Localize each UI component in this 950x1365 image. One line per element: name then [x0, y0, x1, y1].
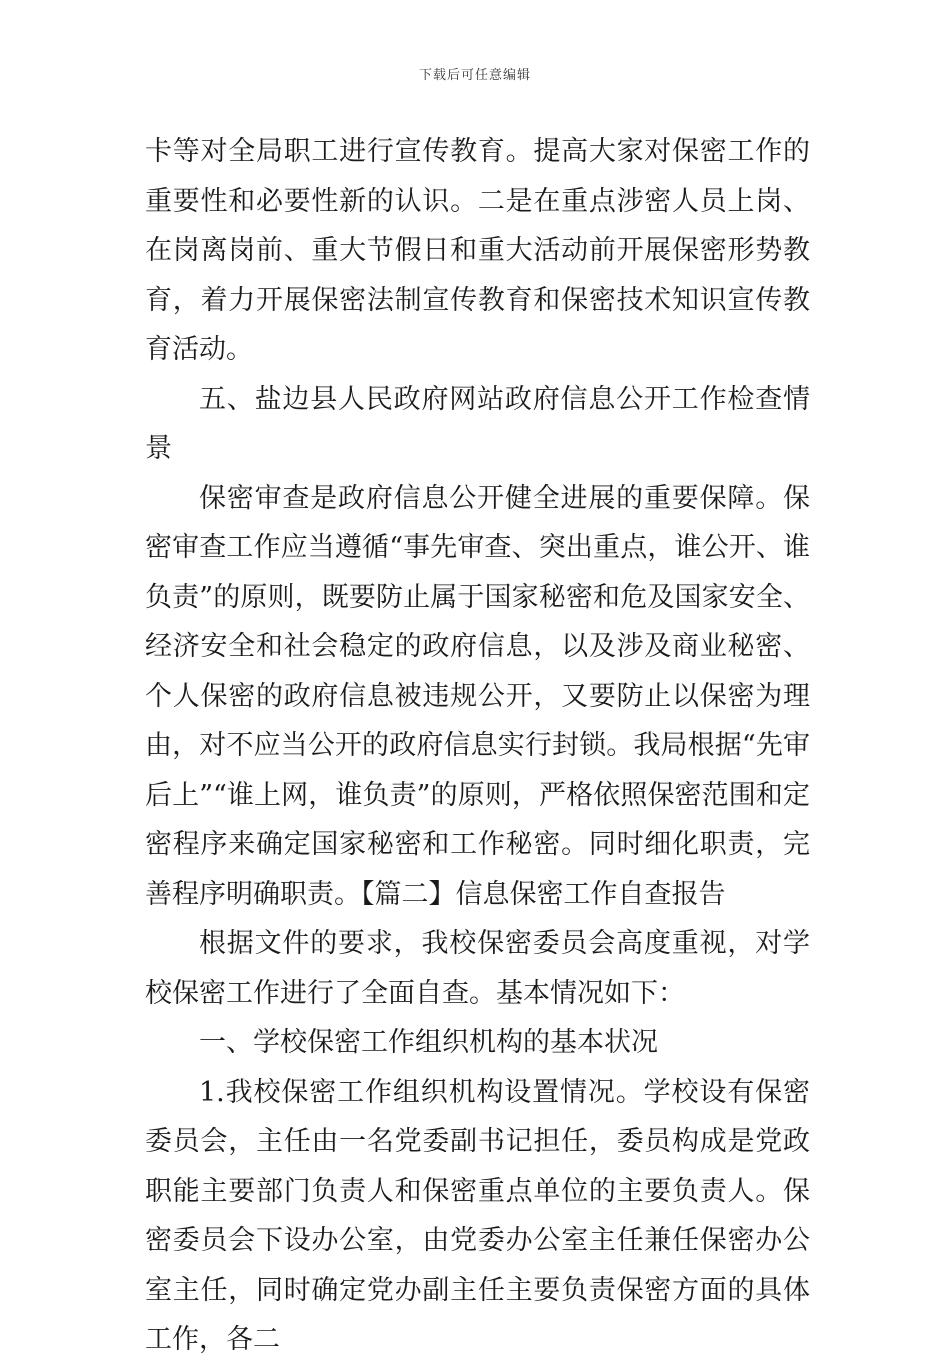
document-body [145, 127, 810, 1365]
paragraph-continuation: 卡等对全局职工进行宣传教育。提高大家对保密工作的重要性和必要性新的认识。二是在重点涉密人员上岗、在岗离岗前、重大节假日和重大活动前开展保密形势教育，着力开展保密法制宣传教育和保密技术知识宣传教育活动。 [145, 136, 810, 365]
paragraph-intro: 根据文件的要求，我校保密委员会高度重视，对学校保密工作进行了全面自查。基本情况如下： [145, 928, 810, 1009]
page-header-note: 下载后可任意编辑 [418, 68, 531, 83]
section-heading-5: 五、盐边县人民政府网站政府信息公开工作检查情景 [145, 383, 810, 464]
paragraph-review: 保密审查是政府信息公开健全进展的重要保障。保密审查工作应当遵循“事先审查、突出重点，谁公开、谁负责”的原则，既要防止属于国家秘密和危及国家安全、经济安全和社会稳定的政府信息，以及涉及商业秘密、个人保密的政府信息被违规公开，又要防止以保密为理由，对不应当公开的政府信息实行封锁。我局根据“先审后上”“谁上网，谁负责”的原则，严格依照保密范围和定密程序来确定国家秘密和工作秘密。同时细化职责，完善程序明确职责。【篇二】信息保密工作自查报告 [145, 482, 810, 910]
section-heading-1: 一、学校保密工作组织机构的基本状况 [199, 1027, 658, 1058]
paragraph-organization: 1.我校保密工作组织机构设置情况。学校设有保密委员会，主任由一名党委副书记担任，委员构成是党政职能主要部门负责人和保密重点单位的主要负责人。保密委员会下设办公室，由党委办公室主任兼任保密办公室主任，同时确定党办副主任主要负责保密方面的具体工作，各二 [145, 1076, 810, 1355]
